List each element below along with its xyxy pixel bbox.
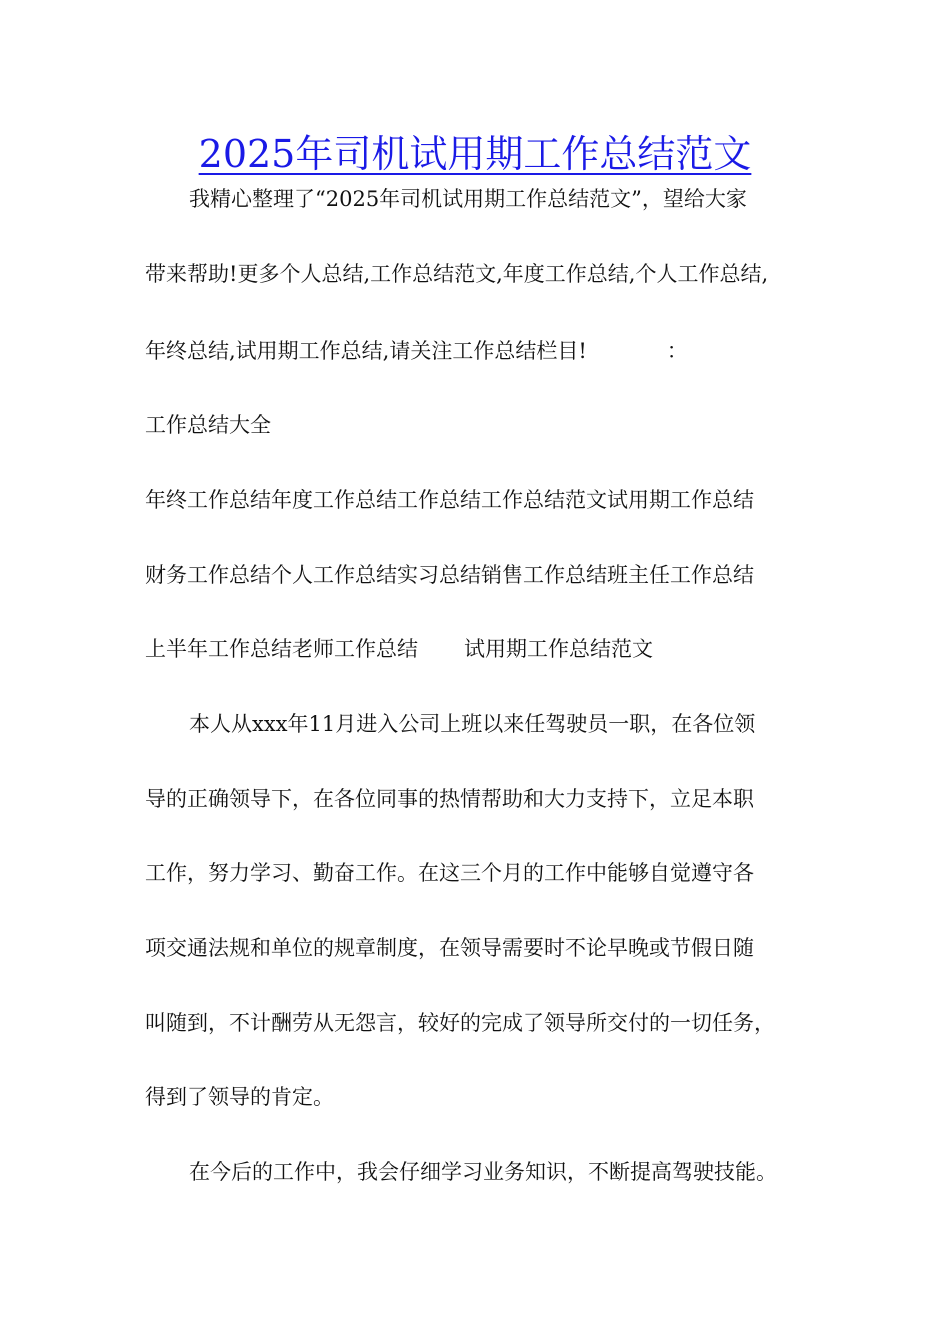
- intro-line-3: [145, 336, 688, 366]
- paragraph1-line-4: 项交通法规和单位的规章制度，在领导需要时不论早晚或节假日随: [145, 936, 754, 960]
- links-row-1[interactable]: 年终工作总结年度工作总结工作总结工作总结范文试用期工作总结: [145, 488, 754, 512]
- section-heading: 工作总结大全: [145, 413, 271, 437]
- intro-line-3-text: 年终总结,试用期工作总结,请关注工作总结栏目!: [145, 339, 587, 363]
- paragraph1-line-1: 本人从xxx年11月进入公司上班以来任驾驶员一职，在各位领: [189, 712, 756, 736]
- links-row-2[interactable]: 财务工作总结个人工作总结实习总结销售工作总结班主任工作总结: [145, 563, 754, 587]
- paragraph1-line-6: 得到了领导的肯定。: [145, 1085, 334, 1109]
- paragraph1-line-3: 工作，努力学习、勤奋工作。在这三个月的工作中能够自觉遵守各: [145, 861, 754, 885]
- paragraph2-line-1: 在今后的工作中，我会仔细学习业务知识，不断提高驾驶技能。: [189, 1160, 777, 1184]
- intro-colon: ：: [666, 339, 688, 363]
- links-row-3a[interactable]: 上半年工作总结老师工作总结: [145, 637, 418, 661]
- document-title[interactable]: 2025年司机试用期工作总结范文: [198, 132, 752, 176]
- intro-line-1: 我精心整理了“2025年司机试用期工作总结范文”，望给大家: [189, 187, 747, 211]
- links-row-3: [145, 634, 653, 664]
- intro-line-2: 带来帮助!更多个人总结,工作总结范文,年度工作总结,个人工作总结,: [145, 262, 769, 286]
- links-row-3b[interactable]: 试用期工作总结范文: [464, 637, 653, 661]
- paragraph1-line-2: 导的正确领导下，在各位同事的热情帮助和大力支持下，立足本职: [145, 787, 754, 811]
- paragraph1-line-5: 叫随到，不计酬劳从无怨言，较好的完成了领导所交付的一切任务，: [145, 1011, 775, 1035]
